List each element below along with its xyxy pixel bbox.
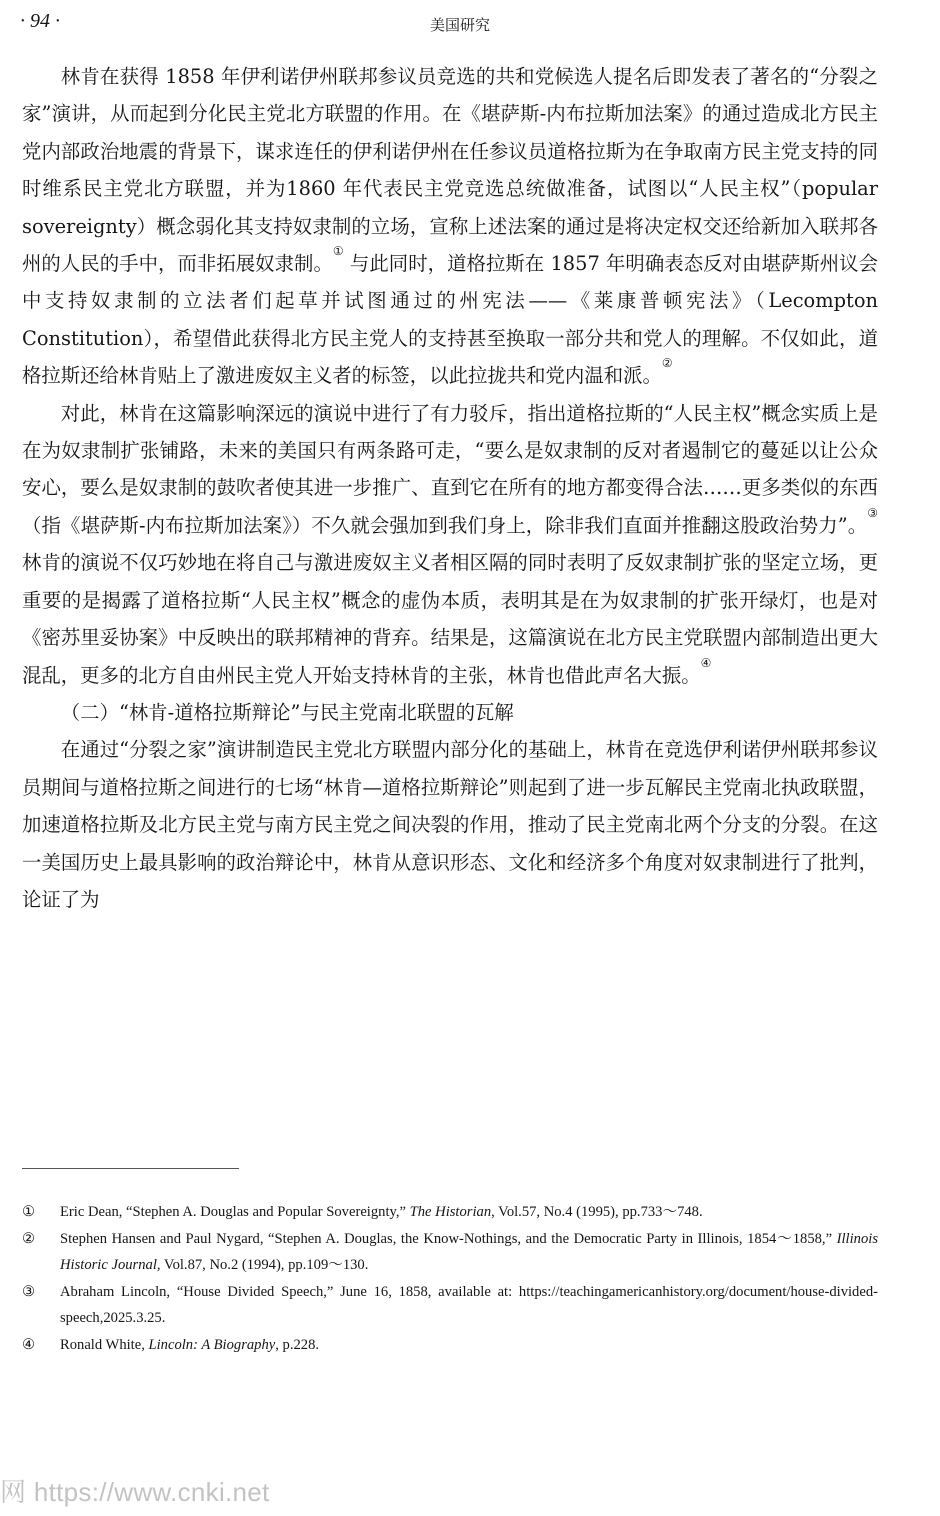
paragraph-1-text: 林肯在获得 1858 年伊利诺伊州联邦参议员竞选的共和党候选人提名后即发表了著名的“分裂之家”演讲，从而起到分化民主党北方联盟的作用。在《堪萨斯-内布拉斯加法案》的通过造成北方民主党内部政治地震的背景下，谋求连任的伊利诺伊州在任参议员道格拉斯为在争取南方民主党支持的同时维系民主党北方联盟，并为1860 年代表民主党竞选总统做准备，试图以“人民主权”（popular sovereignty）概念弱化其支持奴隶制的立场，宣称上述法案的通过是将决定权交还给新加入联邦各州的人民的手中，而非拓展奴隶制。 [22,65,878,276]
journal-title: 美国研究 [429,16,490,34]
footnote-1 [22,1199,878,1226]
paragraph-2-text: 对此，林肯在这篇影响深远的演说中进行了有力驳斥，指出道格拉斯的“人民主权”概念实质上是在为奴隶制扩张铺路，未来的美国只有两条路可走，“要么是奴隶制的反对者遏制它的蔓延以让公众安心，要么是奴隶制的鼓吹者使其进一步推广、直到它在所有的地方都变得合法……更多类似的东西（指《堪萨斯-内布拉斯加法案》）不久就会强加到我们身上，除非我们直面并推翻这股政治势力”。 [22,401,878,537]
paragraph-1-tail: 与此同时，道格拉斯在 1857 年明确表态反对由堪萨斯州议会中支持奴隶制的立法者们起草并试图通过的州宪法——《莱康普顿宪法》（Lecompton Constitution），希望借此获得北方民主党人的支持甚至换取一部分共和党人的理解。不仅如此，道格拉斯还给林肯贴上了激进废奴主义者的标签，以此拉拢共和党内温和派。 [22,252,878,388]
footnote-text: Abraham Lincoln, “House Divided Speech,” June 16, 1858, available at: https://teachingamericanhistory.org/document/house-divided-speech,2025.3.25. [60,1283,878,1326]
page-number: · 94 · [20,10,60,32]
footnote-ref-1[interactable]: ① [332,244,344,259]
footnote-mark: ③ [22,1283,36,1300]
footnote-4 [22,1332,878,1359]
footnote-ref-3[interactable]: ③ [867,505,878,520]
footnote-mark: ① [22,1204,36,1220]
paragraph-2-tail: 林肯的演说不仅巧妙地在将自己与激进废奴主义者相区隔的同时表明了反奴隶制扩张的坚定立场，更重要的是揭露了道格拉斯“人民主权”概念的虚伪本质，表明其是在为奴隶制的扩张开绿灯，也是对《密苏里妥协案》中反映出的联邦精神的背弃。结果是，这篇演说在北方民主党联盟内部制造出更大混乱，更多的北方自由州民主党人开始支持林肯的主张，林肯也借此声名大振。 [22,551,878,687]
footnote-text: Ronald White, Lincoln: A Biography, p.228. [60,1336,320,1353]
paragraph-1 [22,58,878,395]
footnote-ref-2[interactable]: ② [661,356,673,371]
article-body [22,58,878,918]
footnote-ref-4[interactable]: ④ [700,655,712,670]
footnote-3 [22,1279,878,1332]
footnote-text: Eric Dean, “Stephen A. Douglas and Popular Sovereignty,” The Historian, Vol.57, No.4 (1995), pp.733～748. [60,1204,703,1220]
footnote-mark: ④ [22,1336,36,1353]
paragraph-3: 在通过“分裂之家”演讲制造民主党北方联盟内部分化的基础上，林肯在竞选伊利诺伊州联邦参议员期间与道格拉斯之间进行的七场“林肯—道格拉斯辩论”则起到了进一步瓦解民主党南北执政联盟，加速道格拉斯及北方民主党与南方民主党之间决裂的作用，推动了民主党南北两个分支的分裂。在这一美国历史上最具影响的政治辩论中，林肯从意识形态、文化和经济多个角度对奴隶制进行了批判，论证了为 [22,738,878,911]
footnote-2 [22,1226,878,1279]
page-header [20,10,900,38]
footnote-text: Stephen Hansen and Paul Nygard, “Stephen A. Douglas, the Know-Nothings, and the Democratic Party in Illinois, 1854～1858,” Illinois Historic Journal, Vol.87, No.2 (1994), pp.109～130. [60,1230,878,1273]
cnki-watermark: 网 https://www.cnki.net [0,1477,270,1507]
footnote-mark: ② [22,1230,36,1247]
footnotes [22,1199,878,1358]
footnote-divider [22,1168,239,1169]
paragraph-2 [22,395,878,694]
section-subheading: （二）“林肯-道格拉斯辩论”与民主党南北联盟的瓦解 [60,700,514,724]
